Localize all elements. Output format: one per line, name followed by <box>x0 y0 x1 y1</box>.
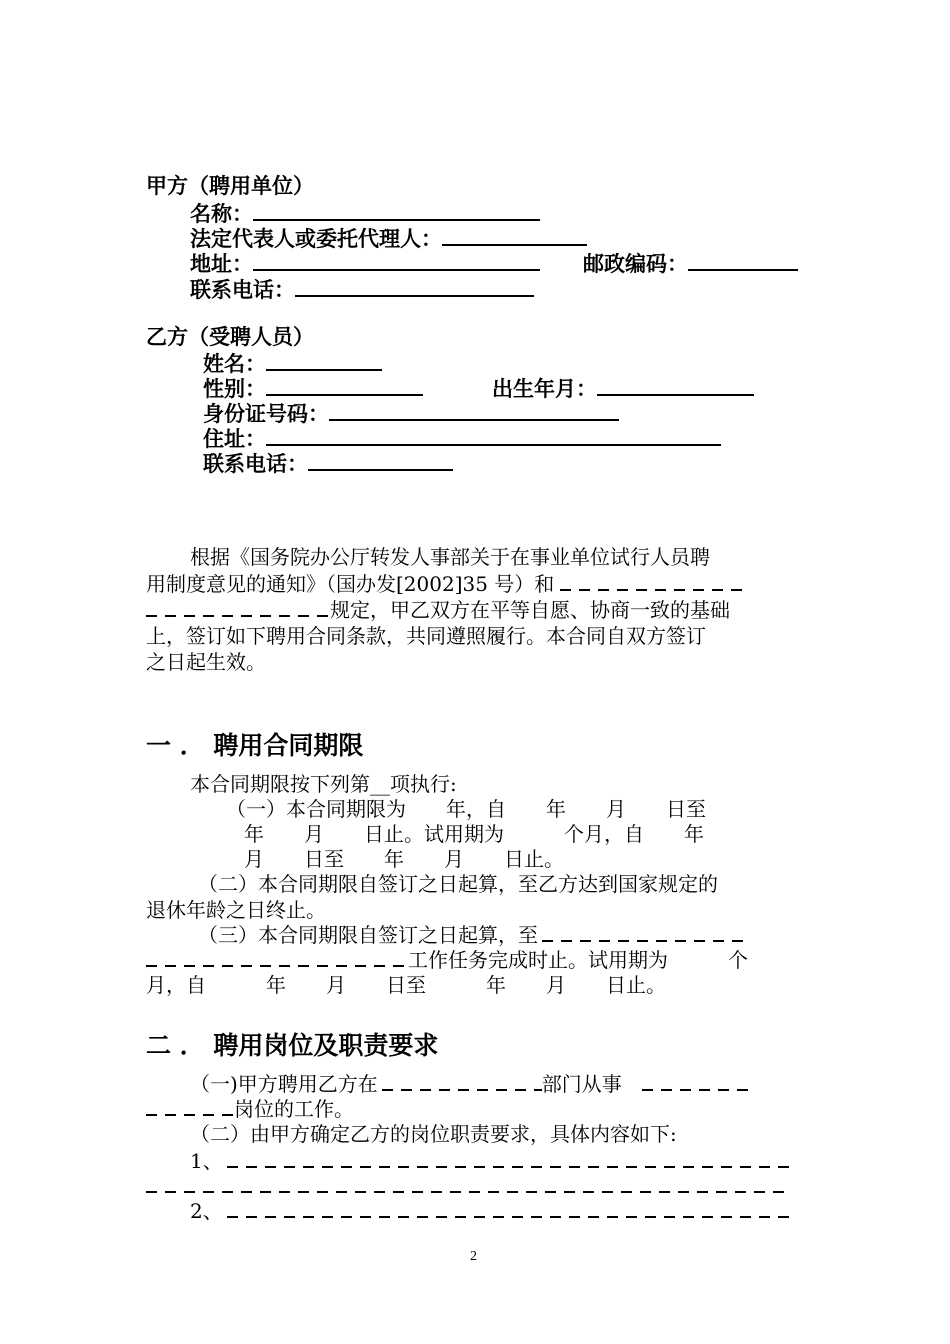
department-blank[interactable] <box>382 1081 542 1091</box>
page-number: 2 <box>470 1249 477 1264</box>
section-1-line: （一）本合同期限为 年，自 年 月 日至 <box>226 797 706 821</box>
party-a-name-field[interactable] <box>253 200 540 221</box>
section-1-title: 一 ． 聘用合同期限 <box>146 731 364 760</box>
regulation-blank-2[interactable] <box>146 607 330 617</box>
party-b-birth-label: 出生年月： <box>492 377 597 401</box>
duty-item-number: 2、 <box>190 1199 223 1223</box>
party-b-address-label: 住址： <box>203 427 266 451</box>
party-b-birth-field[interactable] <box>597 375 754 396</box>
section-1-line: 月 日至 年 月 日止。 <box>244 847 564 871</box>
party-b-id-row <box>203 400 619 427</box>
duty-item-1-continued <box>146 1174 786 1199</box>
section-1-line: 本合同期限按下列第__项执行: <box>190 772 457 796</box>
intro-line-4: 上，签订如下聘用合同条款，共同遵照履行。本合同自双方签订 <box>146 624 706 648</box>
party-b-gender-field[interactable] <box>266 375 423 396</box>
section-1-line-text: （三）本合同期限自签订之日起算，至 <box>198 923 538 947</box>
party-a-rep-label: 法定代表人或委托代理人： <box>190 227 442 251</box>
party-a-phone-row <box>190 276 534 303</box>
party-b-name-row <box>203 350 382 377</box>
party-a-phone-field[interactable] <box>295 276 534 297</box>
post-blank-1[interactable] <box>642 1081 748 1091</box>
post-blank-2[interactable] <box>146 1106 234 1116</box>
party-b-name-label: 姓名： <box>203 352 266 376</box>
duty-blank-1[interactable] <box>227 1158 792 1168</box>
party-b-address-row <box>203 425 721 452</box>
section-2-line-text: 岗位的工作。 <box>234 1097 354 1121</box>
party-a-address-row <box>190 250 540 277</box>
party-b-name-field[interactable] <box>266 350 382 371</box>
party-a-postcode-row <box>583 250 798 277</box>
intro-line-2 <box>146 572 745 597</box>
intro-line-1: 根据《国务院办公厅转发人事部关于在事业单位试行人员聘 <box>190 545 710 569</box>
section-2-line <box>146 1097 354 1122</box>
party-b-phone-label: 联系电话： <box>203 452 308 476</box>
party-b-gender-label: 性别： <box>203 377 266 401</box>
section-1-line <box>198 923 747 948</box>
section-2-line-text: 部门从事 <box>541 1072 622 1096</box>
section-1-line: 退休年龄之日终止。 <box>146 898 326 922</box>
party-a-rep-row <box>190 225 587 252</box>
party-b-address-field[interactable] <box>266 425 721 446</box>
task-blank-2[interactable] <box>146 957 408 967</box>
party-b-heading: 乙方（受聘人员） <box>146 325 314 349</box>
section-1-line-text: 工作任务完成时止。试用期为 个 <box>408 948 748 972</box>
section-2-line <box>190 1072 748 1097</box>
intro-line-3 <box>146 598 730 623</box>
duty-blank-2[interactable] <box>227 1208 792 1218</box>
party-a-heading: 甲方（聘用单位） <box>146 174 314 198</box>
section-1-line <box>146 948 748 973</box>
party-a-address-label: 地址： <box>190 252 253 276</box>
duty-item-number: 1、 <box>190 1149 223 1173</box>
regulation-blank-1[interactable] <box>560 581 745 591</box>
intro-line-2-text: 用制度意见的通知》（国办发[2002]35 号）和 <box>146 572 555 596</box>
party-a-address-field[interactable] <box>253 250 540 271</box>
party-a-postcode-label: 邮政编码： <box>583 252 688 276</box>
task-blank-1[interactable] <box>542 932 747 942</box>
section-1-line: 月，自 年 月 日至 年 月 日止。 <box>146 973 666 997</box>
party-b-id-field[interactable] <box>329 400 619 421</box>
party-b-phone-field[interactable] <box>308 450 453 471</box>
duty-item-2 <box>190 1199 792 1224</box>
section-2-line-text: （一)甲方聘用乙方在 <box>190 1072 378 1096</box>
section-1-line: 年 月 日止。试用期为 个月，自 年 <box>244 822 704 846</box>
section-2-line: （二）由甲方确定乙方的岗位职责要求，具体内容如下: <box>190 1122 677 1146</box>
intro-line-5: 之日起生效。 <box>146 650 266 674</box>
party-b-birth-row <box>492 375 754 402</box>
party-a-rep-field[interactable] <box>442 225 587 246</box>
party-b-gender-row <box>203 375 423 402</box>
party-a-name-label: 名称： <box>190 202 253 226</box>
duty-item-1 <box>190 1149 792 1174</box>
section-1-line: （二）本合同期限自签订之日起算，至乙方达到国家规定的 <box>198 872 718 896</box>
party-b-id-label: 身份证号码： <box>203 402 329 426</box>
section-2-title: 二 ． 聘用岗位及职责要求 <box>146 1031 439 1060</box>
duty-blank-1-cont[interactable] <box>146 1183 786 1193</box>
party-a-postcode-field[interactable] <box>688 250 798 271</box>
party-a-phone-label: 联系电话： <box>190 278 295 302</box>
intro-line-3-text: 规定，甲乙双方在平等自愿、协商一致的基础 <box>330 598 730 622</box>
party-a-name-row <box>190 200 540 227</box>
party-b-phone-row <box>203 450 453 477</box>
